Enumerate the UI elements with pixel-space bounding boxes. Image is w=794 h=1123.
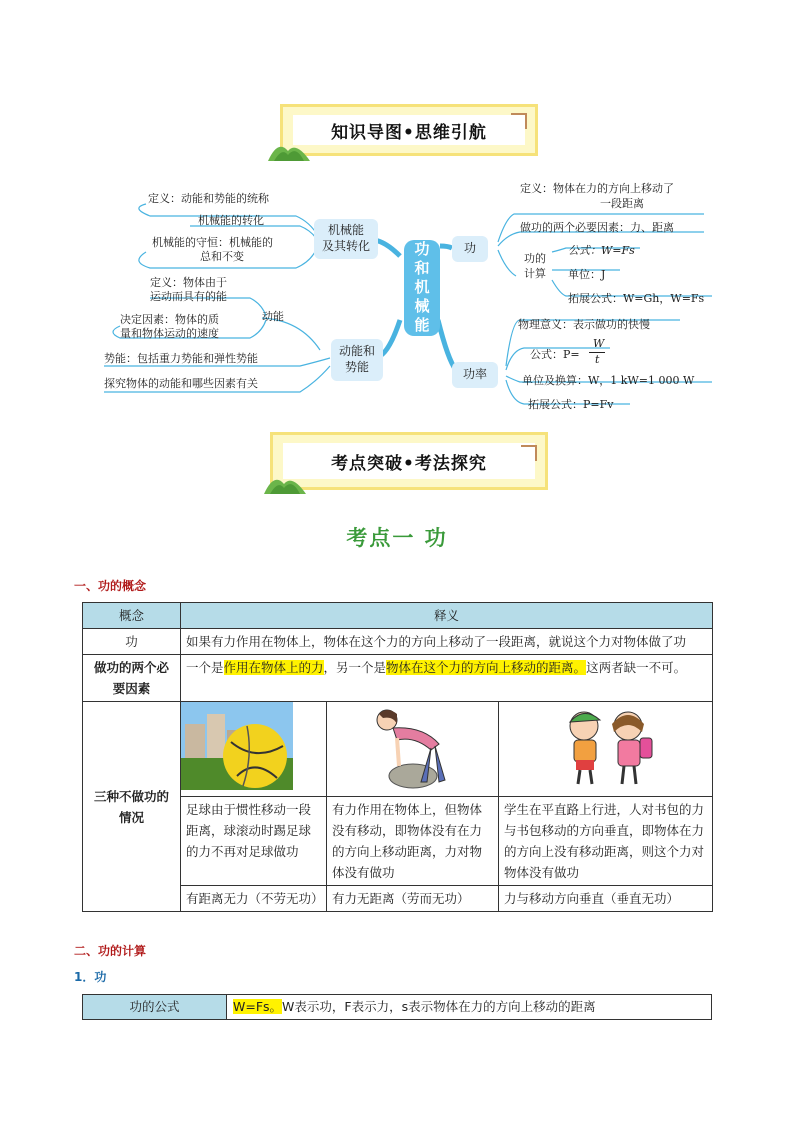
hill-icon xyxy=(266,137,312,163)
formula-rest: W表示功，F表示力，s表示物体在力的方向上移动的距离 xyxy=(282,999,596,1014)
mindmap-center: 功和机械能 xyxy=(404,240,440,336)
subsection-title-work: 1．功 xyxy=(74,970,107,984)
mindmap-mech-conservation-2: 总和不变 xyxy=(200,250,244,263)
case-desc-students: 学生在平直路上行进，人对书包的力与书包移动的方向垂直，即物体在力的方向上没有移动距离，则这个力对物体没有做功 xyxy=(499,797,713,886)
mindmap-explore: 探究物体的动能和哪些因素有关 xyxy=(104,377,258,390)
section-title-calculation: 二、功的计算 xyxy=(74,944,147,958)
football-image xyxy=(181,702,293,790)
mindmap-potential: 势能：包括重力势能和弹性势能 xyxy=(104,352,258,365)
formula-table xyxy=(82,994,712,1020)
mindmap-node-power-label: 功率 xyxy=(462,367,487,382)
mindmap-work-factors: 做功的两个必要因素：力、距离 xyxy=(520,221,674,234)
row-text-factors xyxy=(181,655,713,702)
mindmap-node-kinetic-potential xyxy=(331,339,383,381)
mindmap-mech-conservation: 机械能的守恒：机械能的 xyxy=(152,236,273,249)
factors-highlight-distance: 物体在这个力的方向上移动的距离。 xyxy=(386,660,587,675)
mindmap-mech-conversion: 机械能的转化 xyxy=(198,214,264,227)
row-label-no-work: 三种不做功的情况 xyxy=(83,702,181,912)
banner-mindmap-title: 知识导图•思维引航 xyxy=(331,122,487,143)
pic-pushing xyxy=(327,702,499,797)
mindmap-power-formula: 公式：P= xyxy=(530,348,580,361)
mindmap-kinetic-def-1: 定义：物体由于 xyxy=(150,276,227,289)
factors-highlight-force: 作用在物体上的力 xyxy=(223,660,324,675)
mindmap-work-formula: 公式：W=Fs xyxy=(568,244,635,257)
formula-label: 功的公式 xyxy=(83,995,227,1020)
mindmap-kinetic-factor-1: 决定因素：物体的质 xyxy=(120,313,219,326)
banner-mindmap xyxy=(280,104,538,156)
case-desc-football: 足球由于惯性移动一段距离，球滚动时踢足球的力不再对足球做功 xyxy=(181,797,327,886)
mindmap-power-ext: 拓展公式：P=Fv xyxy=(528,398,614,411)
mindmap-work-def-2: 一段距离 xyxy=(600,197,644,210)
mindmap-node-kinetic-potential-label: 动能和 势能 xyxy=(338,344,375,374)
section-title-concept: 一、功的概念 xyxy=(74,579,147,593)
mindmap-node-work xyxy=(452,236,488,262)
mindmap-work-calc-1: 功的 xyxy=(524,252,546,265)
banner-exam xyxy=(270,432,548,490)
concept-table xyxy=(82,602,713,912)
row-label-factors: 做功的两个必要因素 xyxy=(83,655,181,702)
banner-exam-title: 考点突破•考法探究 xyxy=(331,453,487,474)
mindmap-node-power xyxy=(452,362,498,388)
case-summary-football: 有距离无力（不劳无功） xyxy=(181,886,327,912)
mindmap-work-calc-2: 计算 xyxy=(524,267,546,280)
mindmap-work-ext: 拓展公式：W=Gh，W=Fs xyxy=(568,292,705,305)
mindmap-power-w: W xyxy=(593,337,605,350)
mindmap-kinetic-def-2: 运动而具有的能 xyxy=(150,290,227,303)
factors-pre: 一个是 xyxy=(186,660,224,675)
mindmap-power-t: t xyxy=(595,353,600,366)
hill-icon xyxy=(262,470,308,496)
mindmap-mech-definition: 定义：动能和势能的统称 xyxy=(148,192,269,205)
mindmap-power-unit: 单位及换算：W，1 kW=1 000 W xyxy=(522,374,695,387)
mindmap-node-mechanical-energy xyxy=(314,219,378,259)
mindmap-work-unit: 单位：J xyxy=(568,268,606,281)
kaodian-title: 考点一 功 xyxy=(346,526,448,550)
table-header-meaning: 释义 xyxy=(181,603,713,629)
mindmap-kinetic-label: 动能 xyxy=(262,310,284,323)
students-walking-image xyxy=(546,702,666,790)
factors-mid: ，另一个是 xyxy=(323,660,387,675)
formula-content xyxy=(227,995,712,1020)
mindmap-node-mechanical-energy-label: 机械能 及其转化 xyxy=(321,223,370,253)
pushing-rock-image xyxy=(353,702,473,790)
pic-football xyxy=(181,702,327,797)
row-label-work: 功 xyxy=(83,629,181,655)
mindmap-node-work-label: 功 xyxy=(463,241,476,256)
mindmap-kinetic-factor-2: 量和物体运动的速度 xyxy=(120,327,219,340)
mindmap-work-def-1: 定义：物体在力的方向上移动了 xyxy=(520,182,674,195)
table-header-concept: 概念 xyxy=(83,603,181,629)
mindmap-power-meaning: 物理意义：表示做功的快慢 xyxy=(518,318,650,331)
case-desc-pushing: 有力作用在物体上，但物体没有移动，即物体没有在力的方向上移动距离，力对物体没有做功 xyxy=(327,797,499,886)
case-summary-pushing: 有力无距离（劳而无功） xyxy=(327,886,499,912)
row-text-work: 如果有力作用在物体上，物体在这个力的方向上移动了一段距离，就说这个力对物体做了功 xyxy=(181,629,713,655)
case-summary-students: 力与移动方向垂直（垂直无功） xyxy=(499,886,713,912)
pic-students xyxy=(499,702,713,797)
factors-post: 这两者缺一不可。 xyxy=(586,660,687,675)
formula-highlight: W=Fs。 xyxy=(233,999,283,1014)
